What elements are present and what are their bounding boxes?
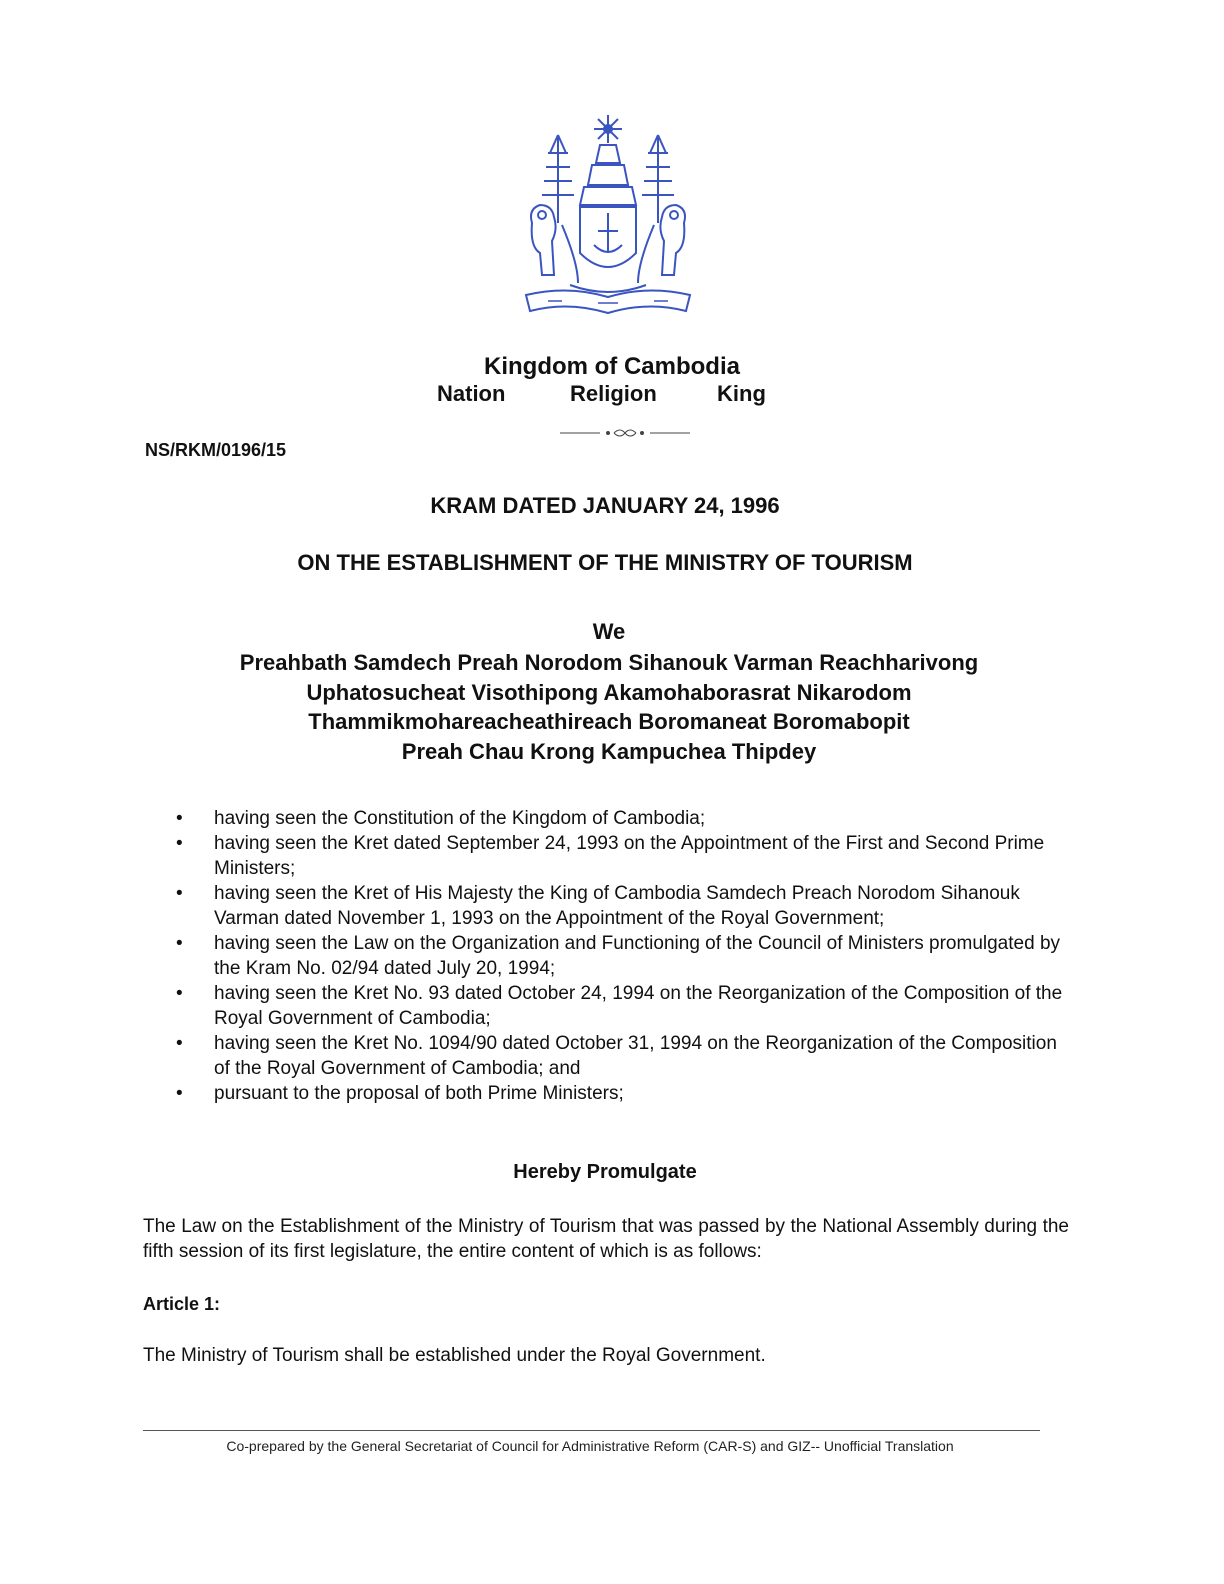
footer-divider	[143, 1430, 1040, 1431]
bullet-icon: •	[176, 933, 183, 954]
document-reference-number: NS/RKM/0196/15	[145, 440, 287, 460]
crown-star-icon	[594, 115, 622, 143]
kram-title: KRAM DATED JANUARY 24, 1996	[430, 493, 780, 518]
left-parasol-icon	[542, 135, 574, 223]
promulgation-body-text: The Law on the Establishment of the Ministry of Tourism that was passed by the National Assembly during the fifth session of its first legislature, the entire content of which is as follows:	[143, 1216, 1069, 1262]
article-heading: Article 1:	[143, 1294, 221, 1314]
motto-religion: Religion	[570, 381, 657, 406]
preamble-clause: • having seen the Kret No. 93 dated October 24, 1994 on the Reorganization of the Composition of the Royal Government of Cambodia;	[176, 983, 1063, 1029]
preamble-clause: • having seen the Constitution of the Kingdom of Cambodia;	[176, 808, 706, 829]
motto-nation: Nation	[437, 381, 506, 406]
royal-title-line: Thammikmohareacheathireach Boromaneat Boromabopit	[308, 709, 910, 734]
royal-title-line: Preahbath Samdech Preah Norodom Sihanouk Varman Reachharivong	[239, 650, 979, 675]
right-elephant-supporter-icon	[660, 205, 685, 275]
motto-ribbon-icon	[526, 290, 690, 313]
bullet-icon: •	[176, 833, 183, 854]
country-heading: Kingdom of Cambodia	[484, 353, 740, 380]
royal-coat-of-arms-emblem	[518, 113, 698, 323]
preamble-clause: • pursuant to the proposal of both Prime Ministers;	[176, 1083, 624, 1104]
left-lion-supporter-icon	[531, 205, 556, 275]
kram-subject-title: ON THE ESTABLISHMENT OF THE MINISTRY OF TOURISM	[297, 550, 913, 575]
national-motto	[437, 381, 777, 411]
preamble-clause-list	[176, 806, 1066, 1106]
preamble-clause: • having seen the Kret No. 1094/90 dated October 31, 1994 on the Reorganization of the Composition of the Royal Government of Cambodia; and	[176, 1033, 1057, 1079]
shield-icon	[580, 207, 636, 267]
preamble-clause: • having seen the Law on the Organization and Functioning of the Council of Ministers promulgated by the Kram No. 02/94 dated July 20, 1994;	[176, 933, 1061, 979]
preamble-clause: • having seen the Kret of His Majesty the King of Cambodia Samdech Preach Norodom Sihanouk Varman dated November 1, 1993 on the Appointment of the Royal Government;	[176, 883, 1020, 929]
bullet-icon: •	[176, 808, 183, 829]
bullet-icon: •	[176, 1033, 183, 1054]
bullet-icon: •	[176, 983, 183, 1004]
bullet-icon: •	[176, 1083, 183, 1104]
right-parasol-icon	[642, 135, 674, 223]
article-text: The Ministry of Tourism shall be established under the Royal Government.	[143, 1345, 766, 1366]
royal-title-block	[0, 648, 1218, 766]
promulgation-heading: Hereby Promulgate	[513, 1161, 697, 1183]
page-footer: Co-prepared by the General Secretariat of Council for Administrative Reform (CAR-S) and GIZ-- Unofficial Translation	[226, 1438, 954, 1454]
preamble-clause: • having seen the Kret dated September 24, 1993 on the Appointment of the First and Second Prime Ministers;	[176, 833, 1045, 879]
royal-title-line: Uphatosucheat Visothipong Akamohaborasrat Nikarodom	[306, 679, 912, 705]
decorative-divider-ornament	[560, 426, 690, 440]
royal-we: We	[592, 619, 626, 644]
motto-king: King	[717, 381, 766, 406]
bullet-icon: •	[176, 883, 183, 904]
royal-title-line: Preah Chau Krong Kampuchea Thipdey	[401, 738, 817, 764]
